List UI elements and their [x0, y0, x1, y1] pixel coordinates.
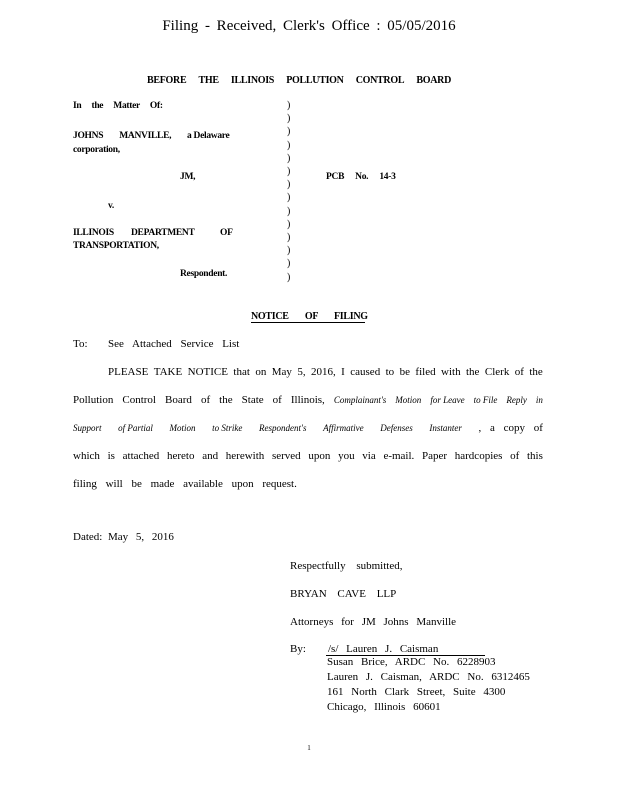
motion-title-word: Affirmative: [323, 423, 364, 433]
word: Illinois,: [290, 394, 325, 406]
address-line: 161 North Clark Street, Suite 4300: [327, 686, 506, 698]
motion-title-word: Defenses: [380, 423, 413, 433]
motion-title-word: of Partial: [118, 423, 153, 433]
respondent-name-part: DEPARTMENT: [131, 228, 195, 238]
motion-title-word: Motion: [395, 395, 422, 405]
title-word: BOARD: [416, 75, 451, 86]
word: upon: [308, 450, 331, 462]
title-word: CONTROL: [355, 75, 405, 86]
respondent-name-part: TRANSPORTATION,: [73, 241, 159, 251]
word: State: [241, 394, 264, 406]
word: May: [271, 366, 292, 378]
paragraph-line-1: [73, 358, 543, 386]
word: Pollution: [73, 394, 114, 406]
paragraph-line-5: filing will be made available upon request.: [73, 478, 297, 490]
versus: v.: [108, 201, 115, 211]
to-label: To:: [73, 338, 88, 350]
filing-stamp-header: Filing - Received, Clerk's Office : 05/05/2016: [162, 18, 456, 34]
motion-title-word: Reply: [506, 395, 527, 405]
word: 5,: [297, 366, 306, 378]
title-word: POLLUTION: [286, 75, 344, 86]
motion-title-word: Motion: [169, 423, 196, 433]
word: 2016,: [311, 366, 336, 378]
motion-title-word: in: [535, 395, 543, 405]
motion-title-word: Instanter: [429, 423, 462, 433]
dated-label: Dated:: [73, 531, 103, 543]
motion-title-word: Complainant's: [333, 395, 387, 405]
dated-value: May 5, 2016: [108, 531, 174, 543]
respondent-role: Respondent.: [180, 269, 228, 279]
paren: ): [287, 139, 291, 151]
motion-title-word: to Strike: [212, 423, 243, 433]
notice-paragraph: [73, 358, 543, 498]
word: , a copy of: [478, 422, 543, 434]
attorney-address-block: [327, 655, 530, 715]
title-word: BEFORE: [147, 75, 187, 86]
paren: ): [287, 205, 291, 217]
complainant-abbrev: JM,: [180, 172, 196, 182]
word: of: [200, 394, 211, 406]
closing: Respectfully submitted,: [290, 560, 403, 572]
word: the: [529, 366, 543, 378]
to-value: See Attached Service List: [108, 338, 240, 350]
word: filed: [415, 366, 436, 378]
word: to: [385, 366, 395, 378]
paren: ): [287, 218, 291, 230]
word: Control: [122, 394, 156, 406]
firm-name: BRYAN CAVE LLP: [290, 588, 397, 600]
address-line: Chicago, Illinois 60601: [327, 701, 441, 713]
motion-title-word: for Leave: [430, 395, 465, 405]
word: which: [73, 450, 100, 462]
paren: ): [287, 258, 291, 270]
e-signature: /s/ Lauren J. Caisman: [326, 643, 485, 656]
title-word: ILLINOIS: [230, 75, 275, 86]
attorneys-for: Attorneys for JM Johns Manville: [290, 616, 457, 628]
word: of: [272, 394, 282, 406]
respondent-name-part: ILLINOIS: [73, 228, 114, 238]
paren: ): [287, 113, 291, 125]
paren: ): [287, 179, 291, 191]
word: Board: [165, 394, 192, 406]
word: e-mail.: [383, 450, 415, 462]
paren: ): [287, 232, 291, 244]
word: Clerk: [484, 366, 510, 378]
word: attached: [122, 450, 160, 462]
by-label: By:: [290, 643, 306, 655]
court-title: [147, 75, 451, 86]
word: that: [233, 366, 250, 378]
paren: ): [287, 126, 291, 138]
word: the: [466, 366, 480, 378]
paragraph-line-4: [73, 442, 543, 470]
word: the: [219, 394, 233, 406]
word: on: [255, 366, 267, 378]
title-word: THE: [198, 75, 219, 86]
word: NOTICE: [187, 366, 228, 378]
word: this: [527, 450, 543, 462]
motion-title-word: Respondent's: [259, 423, 307, 433]
word: hardcopies: [454, 450, 503, 462]
respondent-name-part: OF: [220, 228, 233, 238]
word: Paper: [422, 450, 448, 462]
paragraph-line-3: [73, 414, 543, 442]
paren: ): [287, 152, 291, 164]
paren: ): [287, 245, 291, 257]
paragraph-line-2: [73, 386, 543, 414]
word: with: [441, 366, 461, 378]
word: be: [399, 366, 410, 378]
word: hereto: [167, 450, 195, 462]
caption-paren-column: [287, 99, 290, 284]
notice-title: NOTICE OF FILING: [251, 311, 368, 322]
paren: ): [287, 271, 291, 283]
in-the-matter: In the Matter Of:: [73, 101, 163, 111]
address-line: Susan Brice, ARDC No. 6228903: [327, 656, 496, 668]
paren: ): [287, 192, 291, 204]
word: is: [107, 450, 115, 462]
word: of: [510, 450, 520, 462]
word: caused: [350, 366, 381, 378]
paren: ): [287, 166, 291, 178]
word: herewith: [225, 450, 265, 462]
case-number: PCB No. 14-3: [326, 172, 396, 182]
word: via: [362, 450, 376, 462]
complainant-description: a Delaware: [187, 131, 230, 141]
word: and: [202, 450, 219, 462]
complainant-name: JOHNS MANVILLE,: [73, 131, 172, 141]
complainant-description-2: corporation,: [73, 145, 120, 155]
word: you: [338, 450, 355, 462]
word: I: [341, 366, 345, 378]
page-number: 1: [307, 744, 311, 752]
motion-title-word: Support: [73, 423, 102, 433]
word: TAKE: [153, 366, 183, 378]
word: of: [514, 366, 524, 378]
word: served: [271, 450, 301, 462]
word: PLEASE: [108, 366, 149, 378]
motion-title-word: to File: [473, 395, 498, 405]
paren: ): [287, 100, 291, 111]
address-line: Lauren J. Caisman, ARDC No. 6312465: [327, 671, 530, 683]
